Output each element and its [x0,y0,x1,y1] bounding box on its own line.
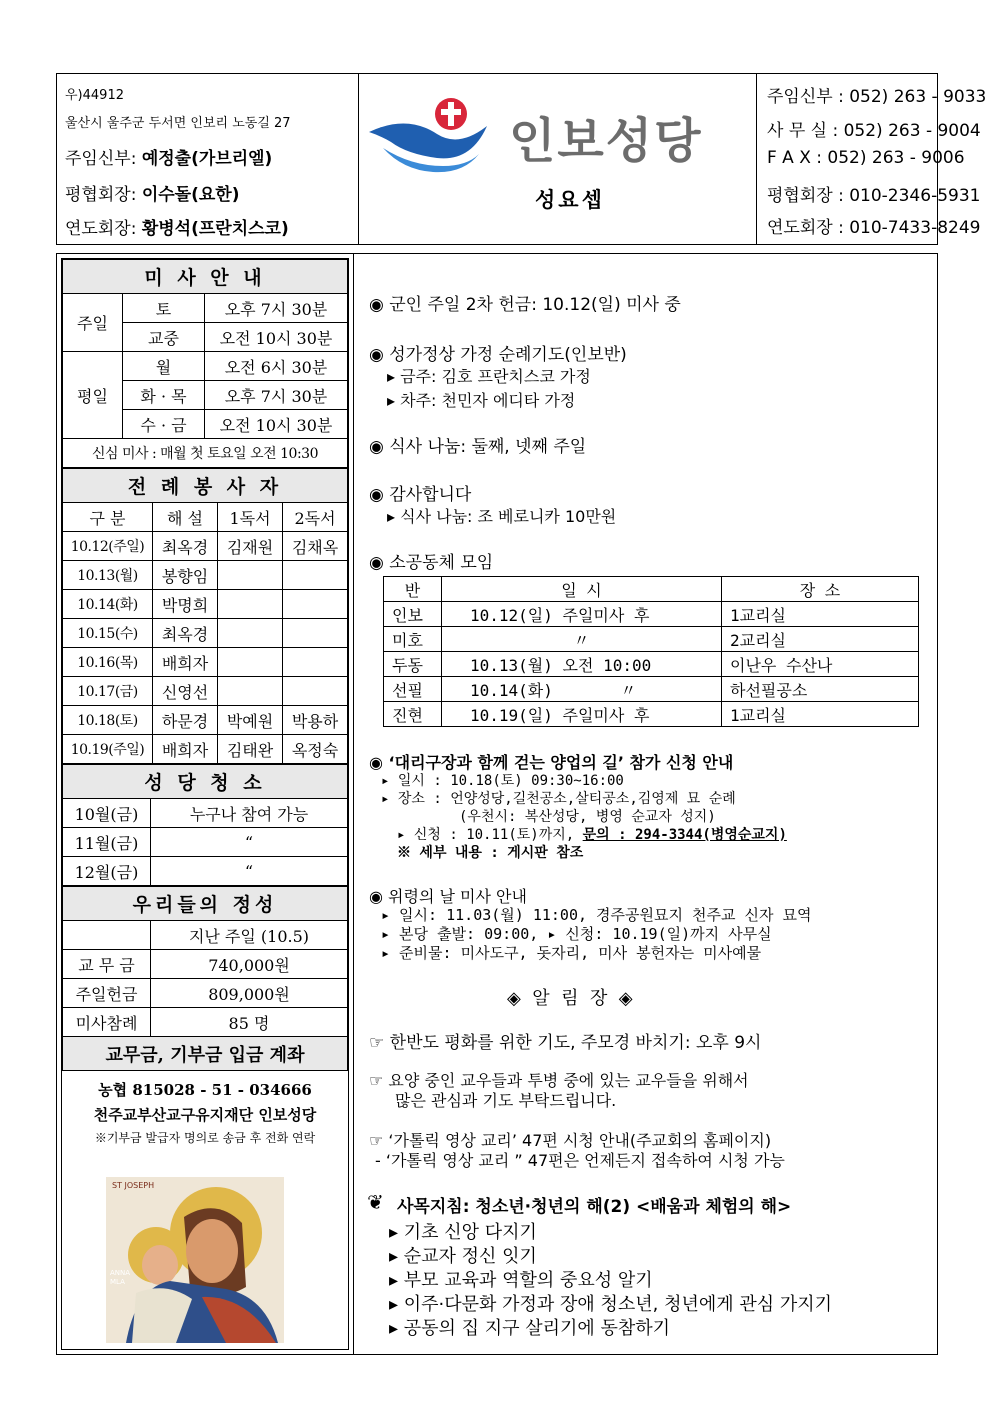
offering-title: 우리들의 정성 [63,887,348,921]
server-name [218,619,283,648]
sunday-label: 주일 [63,294,123,352]
table-row [63,561,348,590]
sogong-time: 10.12(일) 주일미사 후 [442,602,722,627]
notice-pilgrimage-title: ◉ ‘대리구장과 함께 걷는 양업의 길’ 참가 신청 안내 [369,753,734,772]
servers-header: 구 분 [63,503,153,532]
board-sick-prayer: ☞ 요양 중인 교우들과 투병 중에 있는 교우들을 위해서 [369,1071,749,1090]
pilgrimage-item [397,824,787,844]
server-name: 김재원 [218,532,283,561]
pilgrimage-apply: ▸ 신청 : 10.11(토)까지, [397,827,575,843]
table-row [63,532,348,561]
pastoral-item: ▸ 기초 신앙 다지기 [389,1222,537,1243]
pastor-row [65,144,272,169]
table-row [63,735,348,764]
server-date: 10.16(목) [63,648,153,677]
sogong-table-wrap [383,576,919,727]
account-title: 교무금, 기부금 입금 계좌 [63,1037,348,1071]
servers-header: 1독서 [218,503,283,532]
board-sick-prayer-cont: 많은 관심과 기도 부탁드립니다. [395,1091,617,1110]
contact-yeondo: 연도회장 : 010-7433-8249 [767,218,981,238]
sogong-group: 진현 [384,702,442,727]
body-frame [56,253,938,1355]
server-name [218,561,283,590]
table-row [63,619,348,648]
offering-blank [63,921,151,950]
servers-table [62,468,348,764]
server-name: 신영선 [153,677,218,706]
header-logo-area [359,74,757,244]
server-name [218,590,283,619]
table-row [384,702,919,727]
column-divider [353,254,354,1354]
church-logo-icon [367,92,495,174]
account-note: ※기부금 발급자 명의로 송금 후 전화 연락 [94,1131,316,1145]
server-name: 봉향임 [153,561,218,590]
servers-header: 2독서 [283,503,348,532]
sogong-place: 1교리실 [722,602,919,627]
table-row [384,627,919,652]
pastoral-item: ▸ 이주·다문화 가정과 장애 청소년, 청년에게 관심 가지기 [389,1294,833,1315]
server-name: 박명희 [153,590,218,619]
table-row [63,590,348,619]
sogong-header: 일 시 [442,577,722,602]
sogong-table [383,576,919,727]
sogong-time: 10.19(일) 주일미사 후 [442,702,722,727]
yeondo-label: 연도회장: [65,219,137,239]
header [56,73,987,245]
offering-table [62,886,348,1071]
yeondo-row [65,214,289,239]
table-row [63,799,348,828]
contact-pastor: 주임신부 : 052) 263 - 9033 [767,87,987,107]
sogong-group: 두동 [384,652,442,677]
council-label: 평협회장: [65,185,137,205]
cleaning-assignee: “ [151,828,348,857]
table-row [63,979,348,1008]
server-name: 하문경 [153,706,218,735]
memorial-item: ▸ 본당 출발: 09:00, ▸ 신청: 10.19(일)까지 사무실 [381,925,772,943]
cleaning-month: 10월(금) [63,799,151,828]
table-row [63,857,348,886]
server-date: 10.12(주일) [63,532,153,561]
address: 울산시 울주군 두서면 인보리 노동길 27 [65,116,291,131]
contact-office: 사 무 실 : 052) 263 - 9004 [767,121,981,141]
server-name [283,561,348,590]
sogong-group: 선필 [384,677,442,702]
icon-caption-top: ST JOSEPH [112,1181,155,1190]
board-peace-prayer: ☞ 한반도 평화를 위한 기도, 주모경 바치기: 오후 9시 [369,1033,762,1053]
left-column [61,258,349,1350]
table-row [63,706,348,735]
contact-council: 평협회장 : 010-2346-5931 [767,186,981,206]
table-row [63,677,348,706]
st-joseph-painting-icon [106,1177,284,1343]
server-name [283,619,348,648]
weekday-label: 평일 [63,352,123,439]
offering-value: 740,000원 [151,950,348,979]
sogong-place: 2교리실 [722,627,919,652]
yeondo-name: 황병석(프란치스코) [141,219,289,239]
pastoral-title: 사목지침: 청소년·청년의 해(2) <배움과 체험의 해> [397,1197,792,1217]
cleaning-month: 11월(금) [63,828,151,857]
account-number: 농협 815028 - 51 - 034666 [98,1081,312,1099]
mass-time: 오후 7시 30분 [205,294,348,323]
server-name: 김태완 [218,735,283,764]
server-name: 최옥경 [153,532,218,561]
council-row [65,180,239,205]
notice-memorial-title: ◉ 위령의 날 미사 안내 [369,887,527,906]
servers-header: 해 설 [153,503,218,532]
pilgrimage-contact: 문의 : 294-3344(병영순교지) [582,827,787,843]
table-row [63,950,348,979]
account-info [62,1071,348,1146]
server-name: 최옥경 [153,619,218,648]
bulletin-name: 성요셉 [535,188,605,212]
contact-fax: F A X : 052) 263 - 9006 [767,148,965,168]
table-row [63,648,348,677]
table-row [384,652,919,677]
postcode: 우)44912 [65,88,124,103]
offering-label: 주일헌금 [63,979,151,1008]
mass-day: 교중 [123,323,205,352]
sogong-time: 10.14(화) 〃 [442,677,722,702]
cleaning-month: 12월(금) [63,857,151,886]
server-name [218,677,283,706]
st-joseph-icon [106,1177,284,1343]
pastor-name: 예정출(가브리엘) [141,149,273,169]
sogong-group: 미호 [384,627,442,652]
board-video-notice: ☞ ‘가톨릭 영상 교리’ 47편 시청 안내(주교회의 홈페이지) [369,1131,772,1150]
mass-time: 오전 10시 30분 [205,323,348,352]
server-name: 김채옥 [283,532,348,561]
mass-time: 오전 6시 30분 [205,352,348,381]
server-date: 10.13(월) [63,561,153,590]
pilgrimage-item: (우천시: 복산성당, 병영 순교자 성지) [459,809,716,825]
icon-caption-side: ANNA MLA [110,1269,131,1286]
sogong-group: 인보 [384,602,442,627]
server-date: 10.17(금) [63,677,153,706]
server-name [283,677,348,706]
notice-family-item: ▸ 차주: 천민자 에디타 가정 [387,391,576,410]
church-name: 인보성당 [509,113,703,169]
server-date: 10.18(토) [63,706,153,735]
right-column [367,254,937,1354]
offering-period: 지난 주일 (10.5) [151,921,348,950]
mass-day: 월 [123,352,205,381]
board-title: ◈ 알 림 장 ◈ [507,988,633,1009]
offering-value: 85 명 [151,1008,348,1037]
server-date: 10.15(수) [63,619,153,648]
pastoral-item: ▸ 공동의 집 지구 살리기에 동참하기 [389,1318,671,1339]
cleaning-assignee: “ [151,857,348,886]
servers-title: 전 례 봉 사 자 [63,469,348,503]
table-row [63,1008,348,1037]
table-row [384,602,919,627]
notice-sogong-title: ◉ 소공동체 모임 [369,553,494,573]
memorial-item: ▸ 일시: 11.03(월) 11:00, 경주공원묘지 천주교 신자 묘역 [381,906,812,924]
mass-time: 오전 10시 30분 [205,410,348,439]
offering-label: 교 무 금 [63,950,151,979]
notice-family-item: ▸ 금주: 김호 프란치스코 가정 [387,367,591,386]
header-contacts [757,74,987,244]
sogong-header: 반 [384,577,442,602]
server-name [283,648,348,677]
mass-table [62,259,348,468]
notice-thanks-title: ◉ 감사합니다 [369,485,472,505]
mass-time: 오후 7시 30분 [205,381,348,410]
notice-military: ◉ 군인 주일 2차 헌금: 10.12(일) 미사 중 [369,295,681,315]
server-date: 10.14(화) [63,590,153,619]
cleaning-table [62,764,348,886]
mass-day: 토 [123,294,205,323]
council-name: 이수돌(요한) [141,185,240,205]
board-video-notice-cont: - ‘가톨릭 영상 교리 ” 47편은 언제든지 접속하여 시청 가능 [375,1151,785,1170]
sogong-place: 이난우 수산나 [722,652,919,677]
sogong-place: 하선필공소 [722,677,919,702]
notice-meal: ◉ 식사 나눔: 둘째, 넷째 주일 [369,437,587,457]
account-holder: 천주교부산교구유지재단 인보성당 [93,1106,317,1124]
server-name: 박용하 [283,706,348,735]
notice-family-title: ◉ 성가정상 가정 순례기도(인보반) [369,345,627,365]
server-date: 10.19(주일) [63,735,153,764]
table-row [63,828,348,857]
table-row [384,677,919,702]
pilgrimage-note: ※ 세부 내용 : 게시판 참조 [397,845,584,861]
pastoral-item: ▸ 부모 교육과 역할의 중요성 알기 [389,1270,653,1291]
offering-value: 809,000원 [151,979,348,1008]
sogong-place: 1교리실 [722,702,919,727]
cleaning-assignee: 누구나 참여 가능 [151,799,348,828]
pastoral-item: ▸ 순교자 정신 잇기 [389,1246,537,1267]
pastoral-dove-icon: ❦ [367,1190,384,1214]
server-name [283,590,348,619]
mass-day: 수 · 금 [123,410,205,439]
mass-day: 화 · 목 [123,381,205,410]
pastor-label: 주임신부: [65,149,137,169]
pilgrimage-item: ▸ 일시 : 10.18(토) 09:30~16:00 [381,773,624,789]
memorial-item: ▸ 준비물: 미사도구, 돗자리, 미사 봉헌자는 미사예물 [381,944,762,962]
first-saturday-mass: 신심 미사 : 매월 첫 토요일 오전 10:30 [63,439,348,468]
offering-label: 미사참례 [63,1008,151,1037]
sogong-header: 장 소 [722,577,919,602]
server-name: 박예원 [218,706,283,735]
sogong-time: 〃 [442,627,722,652]
pilgrimage-item: ▸ 장소 : 언양성당,길천공소,살티공소,김영제 묘 순례 [381,791,736,807]
sogong-time: 10.13(월) 오전 10:00 [442,652,722,677]
cleaning-title: 성 당 청 소 [63,765,348,799]
server-name: 배희자 [153,648,218,677]
mass-title: 미 사 안 내 [63,260,348,294]
server-name [218,648,283,677]
notice-thanks-item: ▸ 식사 나눔: 조 베로니카 10만원 [387,507,617,526]
server-name: 배희자 [153,735,218,764]
server-name: 옥정숙 [283,735,348,764]
header-info [57,74,359,244]
